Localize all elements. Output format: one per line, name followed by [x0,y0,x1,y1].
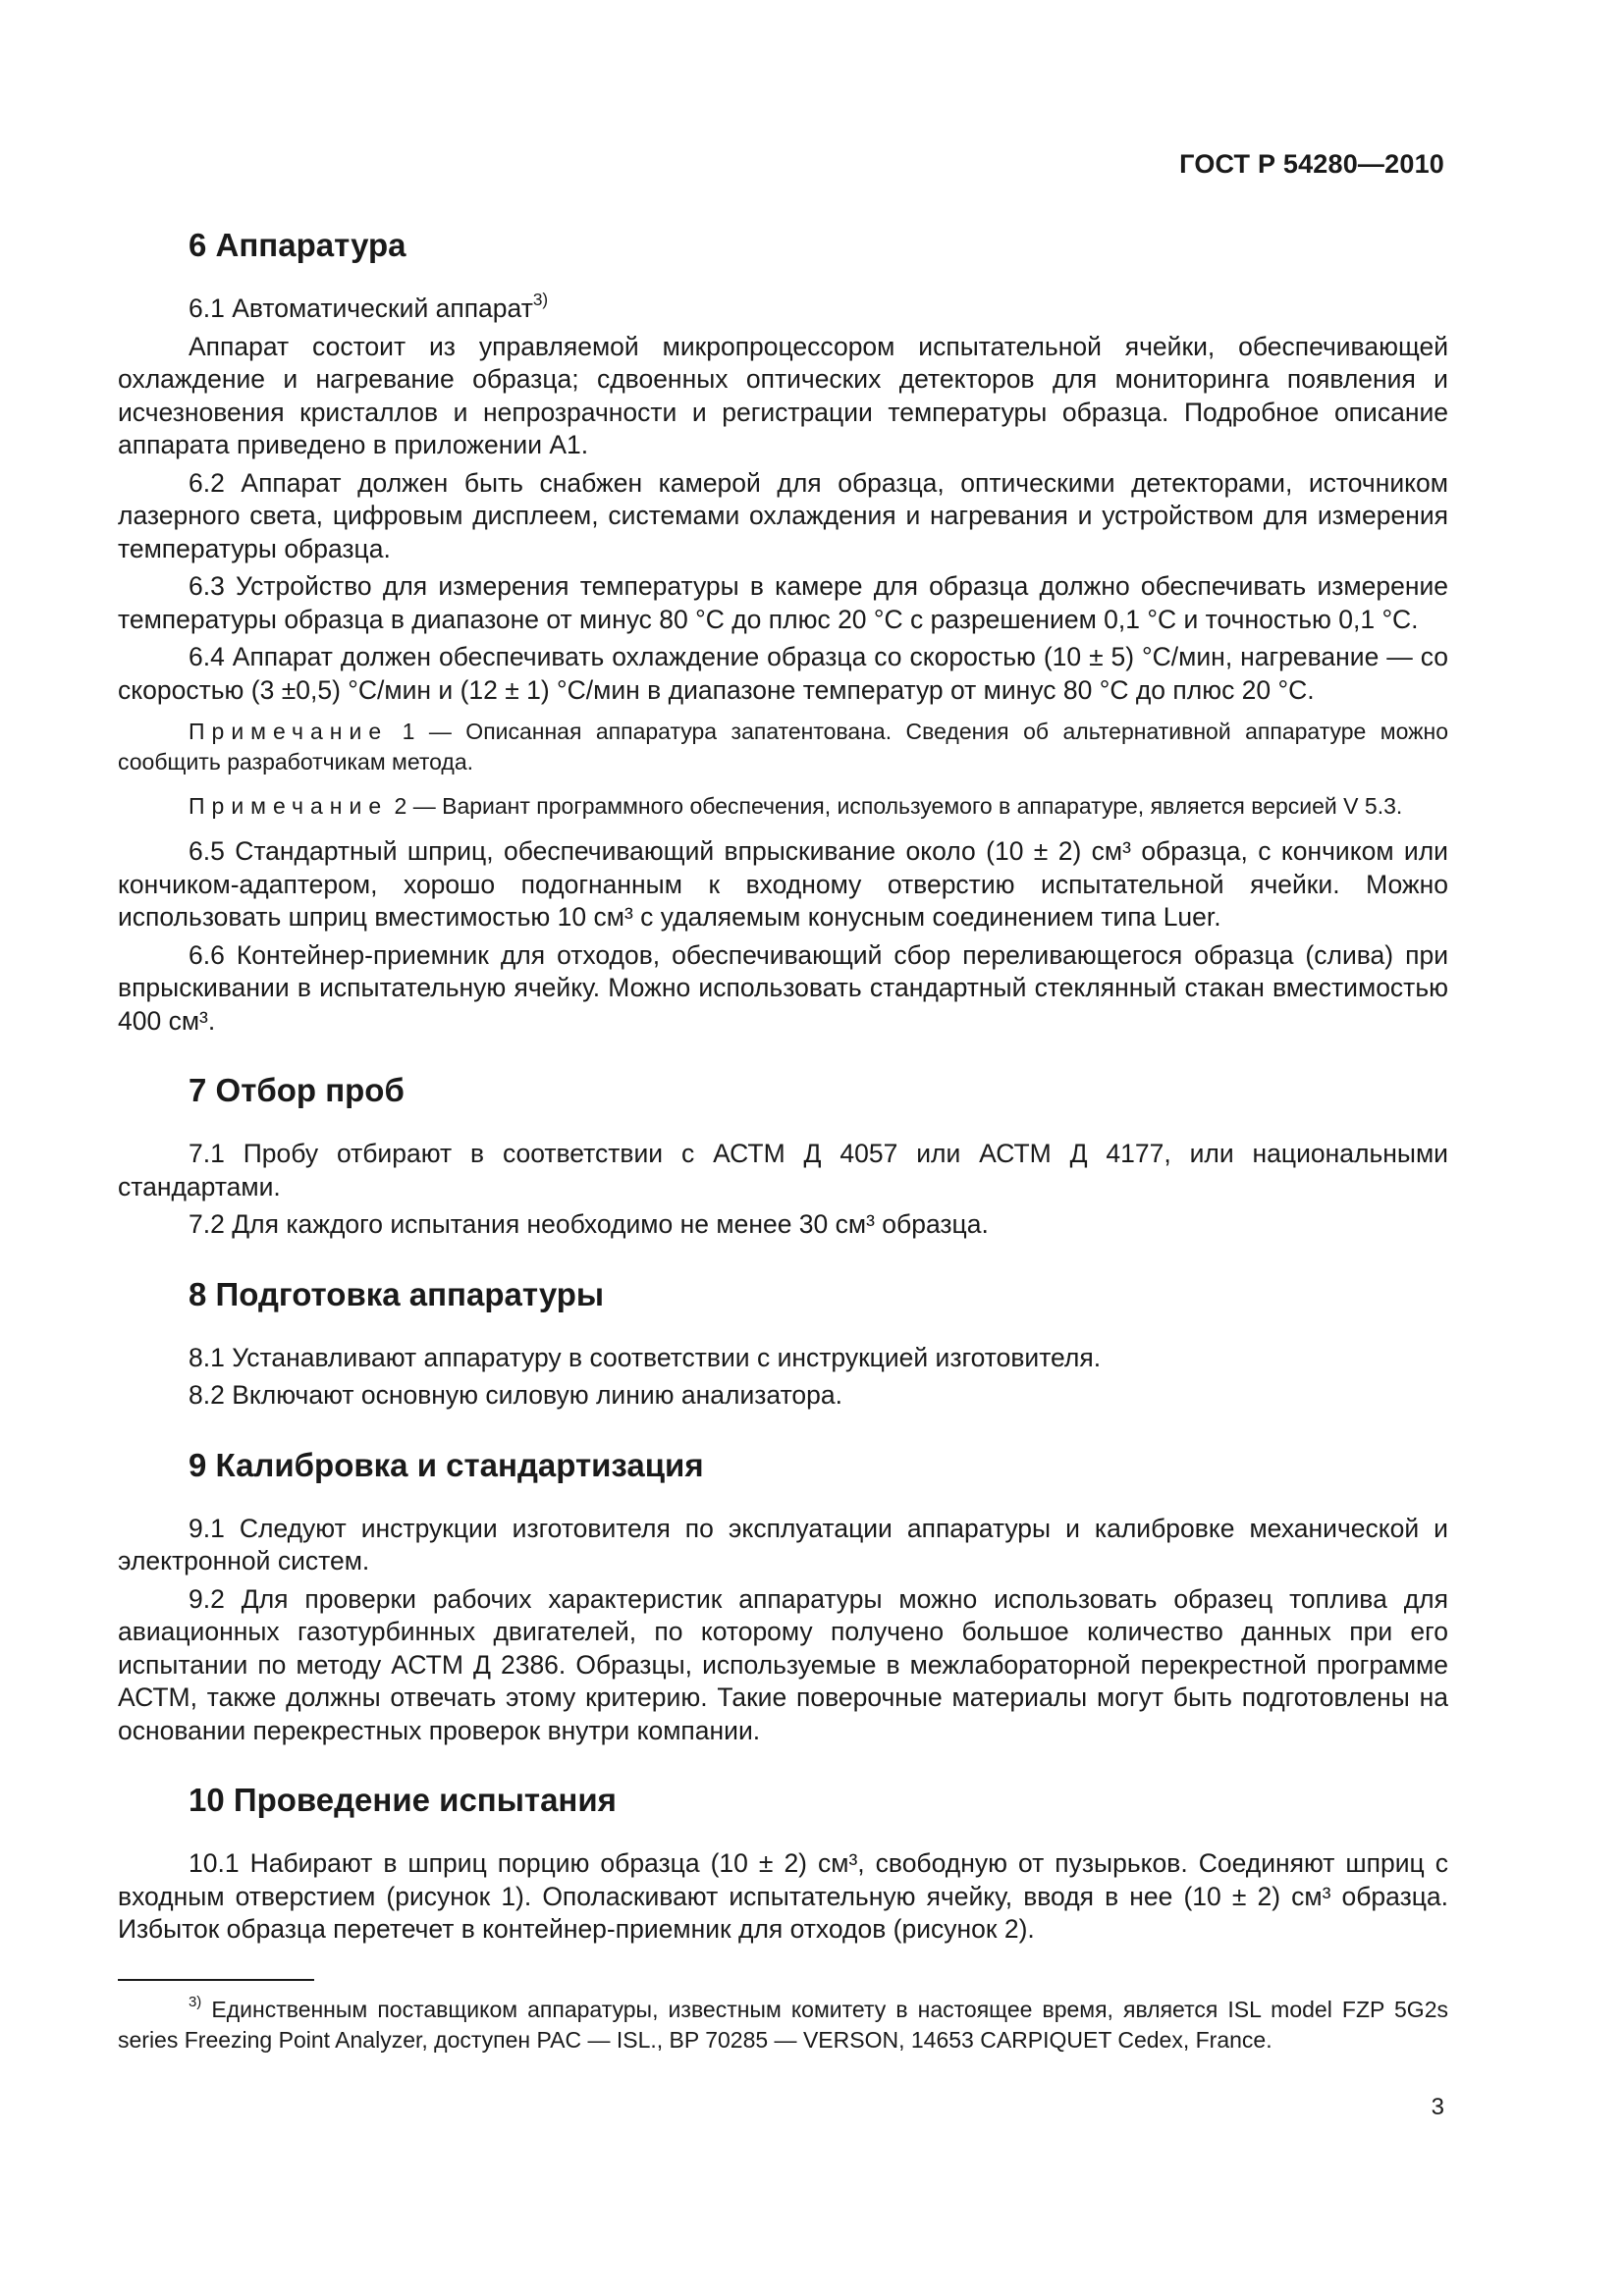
section [118,1071,1448,1242]
document-body [118,226,1448,1980]
paragraph-text: 6.2 Аппарат должен быть снабжен камерой для образца, оптическими детекторами, источником лазерного света, цифровым дисплеем, системами охлаждения и нагревания и устройством для измерения температуры образца. [118,467,1448,563]
paragraph-text: 8.2 Включают основную силовую линию анализатора. [189,1380,842,1410]
paragraph-text: 6.5 Стандартный шприц, обеспечивающий впрыскивание около (10 ± 2) см³ образца, с кончиком или кончиком-адаптером, хорошо подогнанным к входному отверстию испытательной ячейки. Можно использовать шприц вместимостью 10 см³ с удаляемым конусным соединением типа Luer. [118,836,1448,932]
paragraph-text: 9.2 Для проверки рабочих характеристик аппаратуры можно использовать образец топлива для авиационных газотурбинных двигателей, по которому получено большое количество данных при его испытании по методу АСТМ Д 2386. Образцы, используемые в межлабораторной перекрестной программе АСТМ, также должны отвечать этому критерию. Такие поверочные материалы могут быть подготовлены на основании перекрестных проверок внутри компании. [118,1583,1448,1745]
paragraph [118,835,1448,934]
section-title: 6 Аппаратура [189,227,406,263]
note-text: 1 — Описанная аппаратура запатентована. Сведения об альтернативной аппаратуре можно сообщить разработчикам метода. [118,719,1448,774]
paragraph [118,570,1448,636]
footnote-separator [118,1979,314,1981]
paragraph [118,467,1448,566]
paragraph [118,1208,1448,1242]
paragraph-text: 6.6 Контейнер-приемник для отходов, обеспечивающий сбор переливающегося образца (слива) при впрыскивании в испытательную ячейку. Можно использовать стандартный стеклянный стакан вместимостью 400 см³. [118,939,1448,1036]
paragraph [118,1513,1448,1578]
paragraph [118,1138,1448,1203]
paragraph [118,289,1448,326]
section [118,1275,1448,1413]
section [118,1446,1448,1748]
note-label: Примечание [189,793,389,819]
section-title: 7 Отбор проб [189,1072,405,1108]
paragraph [118,939,1448,1039]
footnote-reference: 3) [532,289,549,309]
paragraph [118,331,1448,462]
footnote-text: Единственным поставщиком аппаратуры, известным комитету в настоящее время, является ISL model FZP 5G2s series Freezing Point Analyzer, доступен PAC — ISL., BP 70285 — VERSON, 14653 CARPIQUET Cedex, France. [118,1997,1448,2053]
paragraph-text: 7.2 Для каждого испытания необходимо не менее 30 см³ образца. [189,1209,989,1239]
page-number: 3 [1431,2094,1444,2120]
paragraph [118,1847,1448,1947]
document-code: ГОСТ Р 54280—2010 [1179,149,1444,179]
paragraph-text: 10.1 Набирают в шприц порцию образца (10 ± 2) см³, свободную от пузырьков. Соединяют шприц с входным отверстием (рисунок 1). Ополаскивают испытательную ячейку, вводя в нее (10 ± 2) см³ образца. Избыток образца перетечет в контейнер-приемник для отходов (рисунок 2). [118,1848,1448,1944]
note [118,791,1448,822]
section-title: 10 Проведение испытания [189,1782,617,1818]
paragraph-text: Аппарат состоит из управляемой микропроцессором испытательной ячейки, обеспечивающей охлаждение и нагревание образца; сдвоенных оптических детекторов для мониторинга появления и исчезновения кристаллов и непрозрачности и регистрации температуры образца. Подробное описание аппарата приведено в приложении А1. [118,331,1448,459]
footnote [118,1995,1448,2056]
section-title: 9 Калибровка и стандартизация [189,1446,704,1483]
paragraph [118,641,1448,707]
section [118,1781,1448,1947]
paragraph-text: 6.1 Автоматический аппарат [189,294,533,323]
paragraph-text: 6.4 Аппарат должен обеспечивать охлаждение образца со скоростью (10 ± 5) °C/мин, нагревание — со скоростью (3 ±0,5) °C/мин и (12 ± 1) °C/мин в диапазоне температур от минус 80 °C до плюс 20 °C. [118,642,1448,705]
paragraph-text: 6.3 Устройство для измерения температуры в камере для образца должно обеспечивать измерение температуры образца в диапазоне от минус 80 °C до плюс 20 °C с разрешением 0,1 °C и точностью 0,1 °C. [118,571,1448,634]
footnote-mark: 3) [189,1994,202,2011]
note-label: Примечание [189,719,389,744]
paragraph [118,1342,1448,1375]
paragraph-text: 8.1 Устанавливают аппаратуру в соответствии с инструкцией изготовителя. [189,1342,1102,1372]
section-title: 8 Подготовка аппаратуры [189,1275,605,1312]
paragraph [118,1583,1448,1748]
note-text: 2 — Вариант программного обеспечения, используемого в аппаратуре, является версией V 5.3. [388,793,1403,819]
paragraph [118,1379,1448,1413]
note [118,717,1448,777]
paragraph-text: 9.1 Следуют инструкции изготовителя по эксплуатации аппаратуры и калибровке механической и электронной систем. [118,1513,1448,1575]
paragraph-text: 7.1 Пробу отбирают в соответствии с АСТМ Д 4057 или АСТМ Д 4177, или национальными стандартами. [118,1139,1448,1201]
section [118,226,1448,1038]
